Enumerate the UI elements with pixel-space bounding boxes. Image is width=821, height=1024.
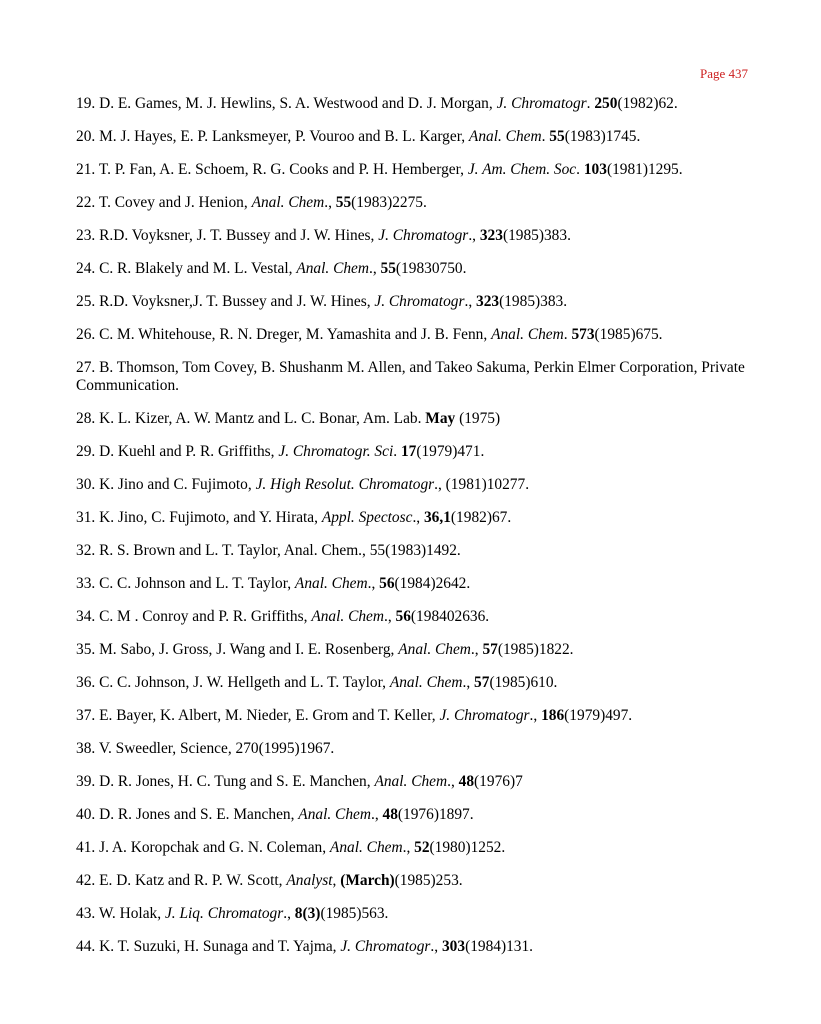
reference-number: 42. — [76, 872, 100, 889]
reference-number: 19. — [76, 95, 100, 112]
volume: 56 — [379, 575, 395, 592]
volume: 303 — [441, 938, 466, 955]
reference-entry — [76, 359, 756, 394]
reference-text: ., (1981)10277. — [434, 476, 530, 493]
reference-text: C. C. Johnson, J. W. Hellgeth and L. T. Taylor, — [99, 674, 390, 691]
reference-text: ., — [447, 773, 459, 790]
reference-entry — [76, 608, 756, 626]
reference-text: J. A. Koropchak and G. N. Coleman, — [99, 839, 330, 856]
reference-text: (1982)62. — [617, 95, 678, 112]
reference-text: (1982)67. — [450, 509, 512, 526]
volume: 56 — [395, 608, 411, 625]
reference-text: (1976)1897. — [397, 806, 474, 823]
volume: 323 — [479, 227, 503, 244]
volume: 17 — [400, 443, 417, 460]
reference-number: 33. — [76, 575, 100, 592]
reference-text: ., — [402, 839, 415, 856]
reference-text: (1984)131. — [465, 938, 534, 955]
reference-text: ., — [383, 608, 396, 625]
reference-number: 24. — [76, 260, 100, 277]
volume: May — [425, 410, 456, 427]
reference-number: 34. — [76, 608, 100, 625]
reference-text: M. J. Hayes, E. P. Lanksmeyer, P. Vouroo and B. L. Karger, — [99, 128, 469, 145]
volume: 55 — [335, 194, 352, 211]
reference-number: 39. — [76, 773, 100, 790]
journal-name: J. Am. Chem. Soc — [467, 161, 577, 178]
reference-number: 38. — [76, 740, 99, 757]
reference-text: E. Bayer, K. Albert, M. Nieder, E. Grom and T. Keller, — [99, 707, 440, 724]
journal-name: Anal. Chem — [398, 641, 471, 658]
reference-text: D. Kuehl and P. R. Griffiths, — [99, 443, 279, 460]
volume: 55 — [380, 260, 396, 277]
reference-number: 32. — [76, 542, 100, 559]
reference-entry — [76, 740, 756, 758]
journal-name: Analyst — [286, 872, 333, 889]
reference-number: 31. — [76, 509, 100, 526]
reference-entry — [76, 293, 756, 311]
reference-text: . — [586, 95, 595, 112]
journal-name: Anal. Chem — [374, 773, 448, 790]
reference-text: ., — [464, 293, 477, 310]
reference-text: R.D. Voyksner,J. T. Bussey and J. W. Hines, — [99, 293, 375, 310]
reference-text: , — [332, 872, 341, 889]
journal-name: Anal. Chem — [251, 194, 325, 211]
reference-number: 36. — [76, 674, 100, 691]
volume: 52 — [414, 839, 430, 856]
reference-number: 26. — [76, 326, 100, 343]
journal-name: Anal. Chem — [491, 326, 564, 343]
reference-text: ., — [370, 806, 383, 823]
reference-number: 30. — [76, 476, 100, 493]
journal-name: J. Liq. Chromatogr — [164, 905, 284, 922]
reference-text: ., — [412, 509, 424, 526]
reference-text: M. Sabo, J. Gross, J. Wang and I. E. Rosenberg, — [99, 641, 399, 658]
reference-entry — [76, 905, 756, 923]
reference-number: 29. — [76, 443, 100, 460]
volume: 57 — [482, 641, 498, 658]
reference-entry — [76, 542, 756, 560]
reference-entry — [76, 641, 756, 659]
reference-entry — [76, 476, 756, 494]
reference-number: 22. — [76, 194, 99, 211]
reference-text: C. M . Conroy and P. R. Griffiths, — [99, 608, 312, 625]
page-number: Page 437 — [699, 66, 748, 81]
reference-entry — [76, 839, 756, 857]
reference-text: (1984)2642. — [394, 575, 471, 592]
reference-text: (1980)1252. — [429, 839, 506, 856]
volume: 57 — [474, 674, 490, 691]
volume: 36,1 — [423, 509, 451, 526]
reference-text: (1985)383. — [499, 293, 568, 310]
reference-text: ., — [283, 905, 295, 922]
reference-text: . — [393, 443, 401, 460]
journal-name: J. Chromatogr — [374, 293, 465, 310]
reference-number: 28. — [76, 410, 100, 427]
reference-text: C. M. Whitehouse, R. N. Dreger, M. Yamashita and J. B. Fenn, — [99, 326, 492, 343]
reference-text: (198402636. — [410, 608, 490, 625]
reference-text: D. R. Jones and S. E. Manchen, — [99, 806, 299, 823]
volume: 573 — [571, 326, 595, 343]
volume: 103 — [583, 161, 607, 178]
reference-entry — [76, 95, 756, 113]
journal-name: J. High Resolut. Chromatogr — [255, 476, 435, 493]
volume: 55 — [549, 128, 565, 145]
reference-text: (1976)7 — [474, 773, 523, 790]
reference-number: 44. — [76, 938, 100, 955]
reference-text: . — [541, 128, 550, 145]
journal-name: Anal. Chem — [329, 839, 403, 856]
reference-text: (1985)253. — [394, 872, 463, 889]
reference-text: (1985)563. — [320, 905, 389, 922]
volume: 48 — [382, 806, 398, 823]
reference-entry — [76, 806, 756, 824]
journal-name: Anal. Chem — [311, 608, 384, 625]
reference-text: (1975) — [455, 410, 501, 427]
journal-name: Anal. Chem — [298, 806, 371, 823]
journal-name: J. Chromatogr. Sci — [278, 443, 394, 460]
journal-name: J. Chromatogr — [496, 95, 587, 112]
reference-text: K. T. Suzuki, H. Sunaga and T. Yajma, — [99, 938, 341, 955]
reference-text: C. R. Blakely and M. L. Vestal, — [99, 260, 297, 277]
reference-text: ., — [324, 194, 336, 211]
reference-entry — [76, 938, 756, 956]
reference-text: (1985)383. — [502, 227, 571, 244]
reference-text: T. Covey and J. Henion, — [98, 194, 252, 211]
reference-entry — [76, 326, 756, 344]
reference-text: K. Jino and C. Fujimoto, — [99, 476, 256, 493]
reference-text: C. C. Johnson and L. T. Taylor, — [99, 575, 295, 592]
reference-number: 40. — [76, 806, 100, 823]
reference-text: ., — [470, 641, 483, 658]
reference-number: 35. — [76, 641, 100, 658]
reference-entry — [76, 194, 756, 212]
reference-text: . — [563, 326, 572, 343]
journal-name: Anal. Chem — [296, 260, 369, 277]
reference-text: (1983)2275. — [351, 194, 427, 211]
reference-text: ., — [468, 227, 480, 244]
reference-entry — [76, 443, 756, 461]
reference-text: ., — [462, 674, 475, 691]
reference-text: (1985)675. — [594, 326, 663, 343]
reference-text: (1983)1745. — [564, 128, 641, 145]
reference-text: ., — [368, 260, 381, 277]
reference-text: (1979)471. — [416, 443, 485, 460]
reference-text: D. E. Games, M. J. Hewlins, S. A. Westwood and D. J. Morgan, — [99, 95, 497, 112]
reference-entry — [76, 128, 756, 146]
reference-text: K. L. Kizer, A. W. Mantz and L. C. Bonar, Am. Lab. — [99, 410, 426, 427]
reference-number: 21. — [76, 161, 99, 178]
volume: 48 — [458, 773, 475, 790]
reference-entry — [76, 707, 756, 725]
journal-name: J. Chromatogr — [340, 938, 431, 955]
reference-entry — [76, 773, 756, 791]
volume: (March) — [340, 872, 395, 889]
volume: 323 — [476, 293, 500, 310]
reference-entry — [76, 872, 756, 890]
reference-text: (1981)1295. — [606, 161, 683, 178]
reference-text: D. R. Jones, H. C. Tung and S. E. Manchen, — [99, 773, 375, 790]
reference-text: (1985)610. — [489, 674, 558, 691]
journal-name: Appl. Spectosc — [321, 509, 413, 526]
journal-name: Anal. Chem — [294, 575, 368, 592]
reference-entry — [76, 674, 756, 692]
reference-number: 23. — [76, 227, 100, 244]
reference-entry — [76, 509, 756, 527]
reference-text: B. Thomson, Tom Covey, B. Shushanm M. Allen, and Takeo Sakuma, Perkin Elmer Corporation, Private Communication. — [76, 359, 745, 394]
reference-text: ., — [529, 707, 542, 724]
reference-text: R. S. Brown and L. T. Taylor, Anal. Chem., 55(1983)1492. — [99, 542, 461, 559]
reference-entry — [76, 227, 756, 245]
reference-text: W. Holak, — [98, 905, 165, 922]
reference-text: V. Sweedler, Science, 270(1995)1967. — [98, 740, 335, 757]
reference-text: R.D. Voyksner, J. T. Bussey and J. W. Hines, — [99, 227, 379, 244]
reference-number: 43. — [76, 905, 99, 922]
reference-number: 37. — [76, 707, 100, 724]
reference-number: 20. — [76, 128, 100, 145]
reference-text: (19830750. — [395, 260, 467, 277]
volume: 250 — [594, 95, 618, 112]
reference-number: 25. — [76, 293, 100, 310]
reference-entry — [76, 161, 756, 179]
journal-name: J. Chromatogr — [439, 707, 530, 724]
reference-text: (1979)497. — [564, 707, 633, 724]
journal-name: Anal. Chem — [389, 674, 463, 691]
journal-name: Anal. Chem — [468, 128, 542, 145]
reference-text: . — [576, 161, 584, 178]
volume: 8(3) — [294, 905, 321, 922]
journal-name: J. Chromatogr — [378, 227, 469, 244]
reference-text: (1985)1822. — [497, 641, 574, 658]
reference-text: K. Jino, C. Fujimoto, and Y. Hirata, — [99, 509, 322, 526]
reference-entry — [76, 575, 756, 593]
reference-entry — [76, 410, 756, 428]
reference-number: 27. — [76, 359, 100, 376]
reference-number: 41. — [76, 839, 100, 856]
reference-text: ., — [367, 575, 380, 592]
reference-text: T. P. Fan, A. E. Schoem, R. G. Cooks and P. H. Hemberger, — [98, 161, 468, 178]
reference-text: ., — [430, 938, 442, 955]
reference-text: E. D. Katz and R. P. W. Scott, — [99, 872, 287, 889]
volume: 186 — [541, 707, 565, 724]
reference-entry — [76, 260, 756, 278]
